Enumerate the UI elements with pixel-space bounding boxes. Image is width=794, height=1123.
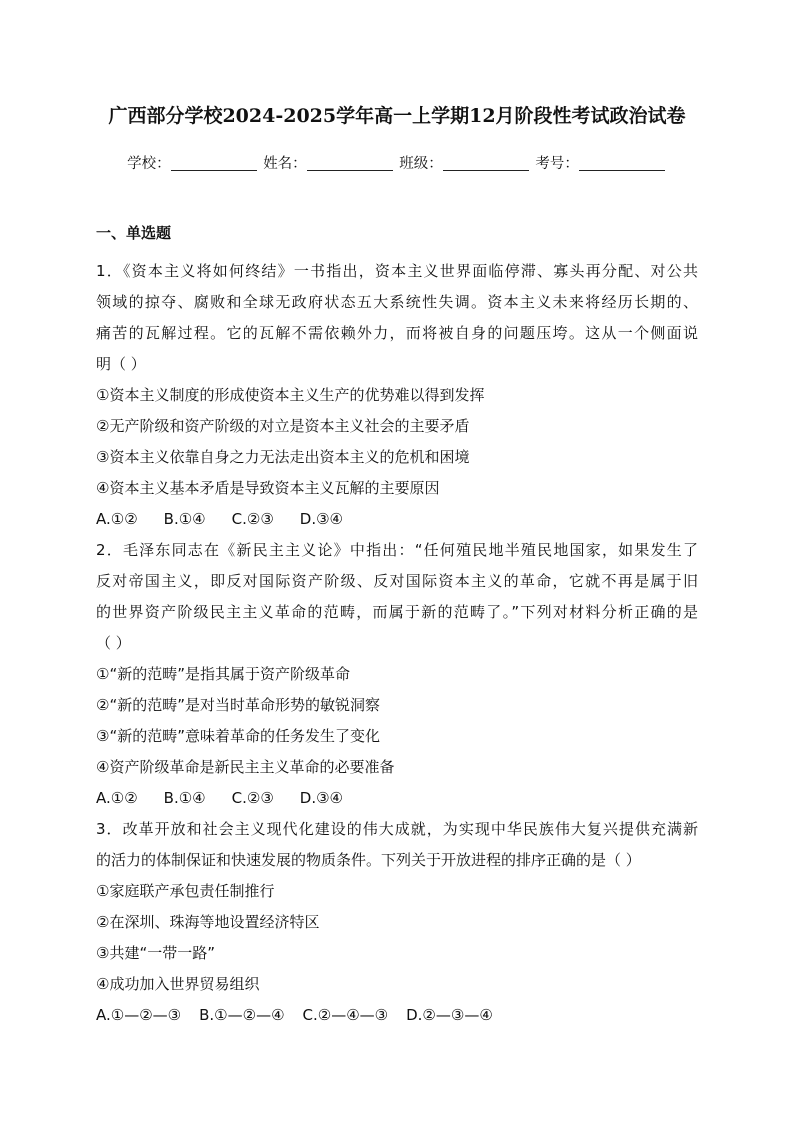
option-d[interactable]: D.③④ — [299, 789, 343, 807]
student-info-row — [0, 152, 794, 173]
statement-item: ①家庭联产承包责任制推行 — [96, 882, 275, 900]
option-b[interactable]: B.①④ — [163, 510, 206, 528]
statement-item: ③“新的范畴”意味着革命的任务发生了变化 — [96, 727, 380, 745]
option-b[interactable]: B.①④ — [163, 789, 206, 807]
option-a[interactable]: A.①② — [96, 789, 138, 807]
school-blank[interactable] — [171, 156, 257, 171]
number-blank[interactable] — [579, 156, 665, 171]
option-c[interactable]: C.②③ — [231, 510, 274, 528]
option-c[interactable]: C.②—④—③ — [302, 1006, 389, 1024]
question-stem-line: 2．毛泽东同志在《新民主主义论》中指出：“任何殖民地半殖民地国家，如果发生了 — [96, 541, 698, 559]
question-stem-line: 痛苦的瓦解过程。它的瓦解不需依赖外力，而将被自身的问题压垮。这从一个侧面说 — [96, 324, 698, 342]
question-stem-line: 明（ ） — [96, 355, 146, 373]
answer-options — [96, 783, 698, 814]
statement-item: ③资本主义依靠自身之力无法走出资本主义的危机和困境 — [96, 448, 470, 466]
question-3 — [96, 814, 698, 1031]
answer-options — [96, 1000, 698, 1031]
name-blank[interactable] — [307, 156, 393, 171]
question-stem-line: 1．《资本主义将如何终结》一书指出，资本主义世界面临停滞、寡头再分配、对公共 — [96, 262, 698, 280]
question-1 — [96, 256, 698, 535]
section-title: 一、单选题 — [96, 224, 172, 242]
number-label: 考号： — [535, 156, 579, 172]
statement-item: ④资本主义基本矛盾是导致资本主义瓦解的主要原因 — [96, 479, 440, 497]
option-c[interactable]: C.②③ — [231, 789, 274, 807]
answer-options — [96, 504, 698, 535]
option-a[interactable]: A.①—②—③ — [96, 1006, 182, 1024]
question-stem-line: （ ） — [96, 634, 131, 652]
statement-item: ②无产阶级和资产阶级的对立是资本主义社会的主要矛盾 — [96, 417, 470, 435]
option-b[interactable]: B.①—②—④ — [199, 1006, 285, 1024]
exam-title: 广西部分学校2024-2025学年高一上学期12月阶段性考试政治试卷 — [108, 105, 686, 127]
question-stem-line: 领域的掠夺、腐败和全球无政府状态五大系统性失调。资本主义未来将经历长期的、 — [96, 293, 698, 311]
statement-item: ②在深圳、珠海等地设置经济特区 — [96, 913, 320, 931]
statement-item: ②“新的范畴”是对当时革命形势的敏锐洞察 — [96, 696, 380, 714]
statement-item: ③共建“一带一路” — [96, 944, 215, 962]
statement-item: ④成功加入世界贸易组织 — [96, 975, 260, 993]
option-d[interactable]: D.③④ — [299, 510, 343, 528]
question-stem-line: 的世界资产阶级民主主义革命的范畴，而属于新的范畴了。”下列对材料分析正确的是 — [96, 603, 698, 621]
question-stem-line: 反对帝国主义，即反对国际资产阶级、反对国际资本主义的革命，它就不再是属于旧 — [96, 572, 698, 590]
statement-item: ④资产阶级革命是新民主主义革命的必要准备 — [96, 758, 395, 776]
question-stem-line: 的活力的体制保证和快速发展的物质条件。下列关于开放进程的排序正确的是（ ） — [96, 851, 641, 869]
question-2 — [96, 535, 698, 814]
question-stem-line: 3．改革开放和社会主义现代化建设的伟大成就，为实现中华民族伟大复兴提供充满新 — [96, 820, 698, 838]
statement-item: ①“新的范畴”是指其属于资产阶级革命 — [96, 665, 350, 683]
school-label: 学校： — [127, 156, 171, 172]
name-label: 姓名： — [263, 156, 307, 172]
class-blank[interactable] — [443, 156, 529, 171]
option-a[interactable]: A.①② — [96, 510, 138, 528]
questions — [96, 256, 698, 1031]
class-label: 班级： — [399, 156, 443, 172]
statement-item: ①资本主义制度的形成使资本主义生产的优势难以得到发挥 — [96, 386, 485, 404]
option-d[interactable]: D.②—③—④ — [406, 1006, 493, 1024]
